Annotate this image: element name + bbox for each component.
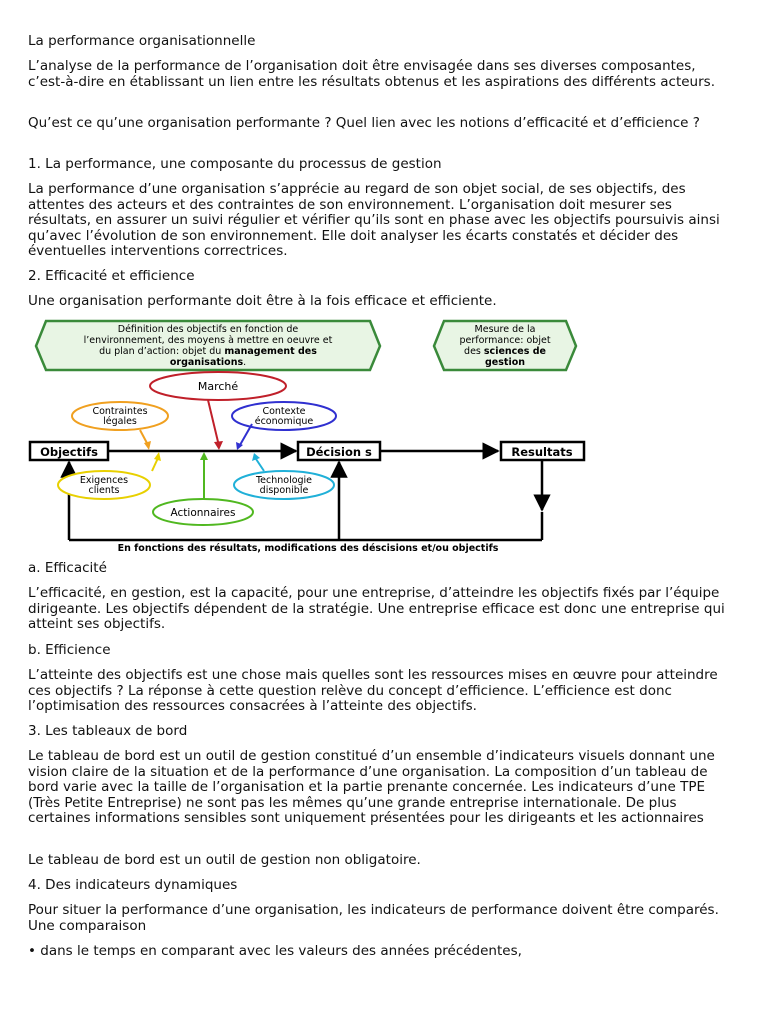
contexte-arrow [240,424,252,445]
contraintes-label-1: Contraintes [92,406,148,417]
marche-label: Marché [197,380,239,393]
page-title: La performance organisationnelle [28,33,256,49]
right-banner-line1: Mesure de la [474,324,536,335]
section-2-heading: 2. Efficacité et efficience [28,268,195,284]
left-banner-line2: l’environnement, des moyens à mettre en oeuvre et [83,335,333,346]
section-4-bullet: • dans le temps en comparant avec les valeurs des années précédentes, [28,943,522,959]
left-banner-line4: organisations. [169,357,247,368]
left-banner-line1: Définition des objectifs en fonction de [117,324,299,335]
objectifs-label: Objectifs [40,445,98,459]
section-a-heading: a. Efficacité [28,560,107,576]
exigences-arrow [152,458,158,471]
section-b-body: L’atteinte des objectifs est une chose mais quelles sont les ressources mises en œuvre pour atteindre ces objectifs ? La réponse à cette question relève du concept d’efficience. L’efficience est donc l’optimisation des ressources consacrées à l’atteinte des objectifs. [28,667,718,714]
contexte-label-1: Contexte [262,406,306,417]
contexte-label-2: économique [254,416,314,427]
section-b-heading: b. Efficience [28,642,111,658]
exigences-label-2: clients [88,485,120,496]
exigences-label-1: Exigences [79,475,129,486]
intro-paragraph: L’analyse de la performance de l’organisation doit être envisagée dans ses diverses composantes, c’est-à-dire en établissant un lien entre les résultats obtenus et les aspirations des différents acteurs. [28,58,715,90]
technologie-label-1: Technologie [255,475,313,486]
left-banner-line3: du plan d’action: objet du management des [99,346,317,357]
right-banner-line2: performance: objet [459,335,551,346]
right-banner-line3: des sciences de [464,346,546,357]
right-banner-line4: gestion [485,357,525,368]
section-3-body: Le tableau de bord est un outil de gestion constitué d’un ensemble d’indicateurs visuels donnant une vision claire de la situation et de la performance d’une organisation. La composition d’un tableau de bord varie avec la taille de l’organisation et la partie prenante concernée. Les indicateurs d’une TPE (Très Petite Entreprise) ne sont pas les mêmes qu’une grande entreprise internationale. De plus certaines informations sensibles sont uniquement présentées pour les dirigeants et les actionnaires [28,748,715,826]
question-paragraph: Qu’est ce qu’une organisation performante ? Quel lien avec les notions d’efficacité et d’efficience ? [28,115,700,131]
resultats-label: Resultats [511,445,573,459]
section-1-body: La performance d’une organisation s’apprécie au regard de son objet social, de ses objectifs, des attentes des acteurs et des contraintes de son environnement. L’organisation doit mesurer ses résultats, en assurer un suivi régulier et vérifier qu’ils sont en phase avec les objectifs poursuivis ainsi qu’avec l’évolution de son environnement. Elle doit analyser les écarts constatés et décider des éventuelles interventions correctrices. [28,181,720,259]
actionnaires-label: Actionnaires [170,507,236,519]
performance-diagram [28,318,598,554]
section-a-body: L’efficacité, en gestion, est la capacité, pour une entreprise, d’atteindre les objectifs fixés par l’équipe dirigeante. Les objectifs dépendent de la stratégie. Une entreprise efficace est donc une entreprise qui atteint ses objectifs. [28,585,725,632]
technologie-label-2: disponible [259,485,309,496]
section-3-heading: 3. Les tableaux de bord [28,723,188,739]
section-4-body: Pour situer la performance d’une organisation, les indicateurs de performance doivent être comparés. Une comparaison [28,902,719,934]
contraintes-label-2: légales [103,416,137,427]
technologie-arrow [256,459,264,471]
section-3-note: Le tableau de bord est un outil de gestion non obligatoire. [28,852,421,868]
decisions-label: Décision s [306,445,372,459]
section-1-heading: 1. La performance, une composante du processus de gestion [28,156,442,172]
section-2-body: Une organisation performante doit être à la fois efficace et efficiente. [28,293,497,309]
marche-arrow [208,400,219,446]
diagram-caption: En fonctions des résultats, modifications des déscisions et/ou objectifs [117,543,499,554]
section-4-heading: 4. Des indicateurs dynamiques [28,877,238,893]
